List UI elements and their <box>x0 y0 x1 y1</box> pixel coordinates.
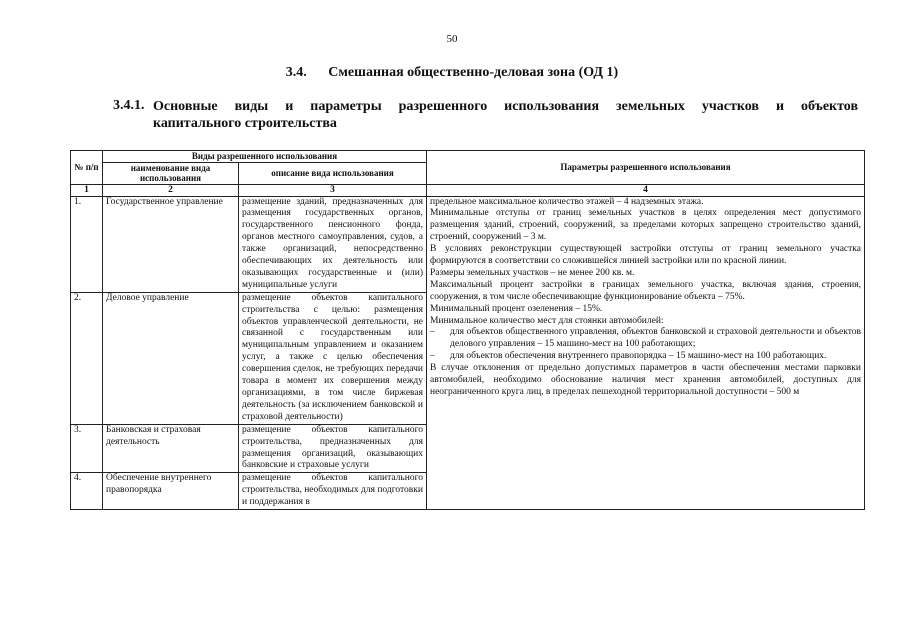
table-row <box>71 196 865 292</box>
header-description: описание вида использования <box>239 162 427 184</box>
section-number: 3.4. <box>285 65 307 80</box>
use-type-description: размещение зданий, предназначенных для размещения государственных органов, государственного пенсионного фонда, органов местного самоуправления, судов, а также организаций, непосредственно обеспечивающих их деятельность или оказывающих государственные и (или) муниципальные услуги <box>239 196 427 292</box>
row-number: 1. <box>71 196 103 292</box>
parameters-cell <box>427 196 865 510</box>
subsection-title-line2: капитального строительства <box>153 116 337 131</box>
col-number-1: 1 <box>71 184 103 196</box>
page-number: 50 <box>446 33 458 45</box>
use-type-description: размещение объектов капитального строительства, необходимых для подготовки и поддержания в <box>239 473 427 510</box>
param-floors: предельное максимальное количество этажей – 4 надземных этажа. <box>430 196 704 207</box>
row-number: 4. <box>71 473 103 510</box>
section-title-text: Смешанная общественно-деловая зона (ОД 1) <box>328 65 619 80</box>
dash-mark: – <box>430 327 435 338</box>
row-number: 3. <box>71 424 103 473</box>
param-max-coverage: Максимальный процент застройки в границах земельного участка, включая здания, строения, сооружения, в том числе обеспечивающие функционирование объекта – 75%. <box>430 279 861 302</box>
use-type-description: размещение объектов капитального строительства, предназначенных для размещения организаций, оказывающих банковские и страховые услуги <box>239 424 427 473</box>
header-no: № п/п <box>71 151 103 185</box>
header-params: Параметры разрешенного использования <box>427 151 865 185</box>
param-greening: Минимальный процент озеленения – 15%. <box>430 303 603 314</box>
col-number-4: 4 <box>427 184 865 196</box>
section-title <box>0 65 904 81</box>
dash-mark: – <box>430 351 435 362</box>
header-name: наименование вида использования <box>103 162 239 184</box>
param-parking-bullet: – для объектов обеспечения внутреннего правопорядка – 15 машино-мест на 100 работающих. <box>430 351 827 362</box>
param-parking: Минимальное количество мест для стоянки автомобилей: <box>430 315 664 326</box>
param-deviation: В случае отклонения от предельно допустимых параметров в части обеспечения местами парковки автомобилей, необходимо обоснование наличия мест хранения автомобилей, доступных для неограниченного круга лиц, в пределах пешеходной территориальной доступности – 500 м <box>430 363 861 397</box>
header-types-group: Виды разрешенного использования <box>103 151 427 163</box>
subsection-number: 3.4.1. <box>113 98 145 113</box>
use-type-name: Обеспечение внутреннего правопорядка <box>103 473 239 510</box>
row-number: 2. <box>71 292 103 424</box>
use-type-description: размещение объектов капитального строительства с целью: размещения объектов управленческой деятельности, не связанной с государственным или муниципальным управлением и оказанием услуг, а также с целью обеспечения совершения сделок, не требующих передачи товара в момент их совершения между организациями, в том числе биржевая деятельность (за исключением банковской и страховой деятельности) <box>239 292 427 424</box>
param-parking-bullet: – для объектов общественного управления, объектов банковской и страховой деятельности и объектов делового управления – 15 машино-мест на 100 работающих; <box>430 327 861 350</box>
param-reconstruction: В условиях реконструкции существующей застройки отступы от границ земельного участка формируются в соответствии со сложившейся линией застройки или по красной линии. <box>430 244 861 267</box>
subsection-title-line1: Основные виды и параметры разрешенного использования земельных участков и объектов <box>153 99 858 114</box>
use-type-name: Государственное управление <box>103 196 239 292</box>
param-setbacks: Минимальные отступы от границ земельных участков в целях определения мест допустимого размещения зданий, строений, сооружений, за пределами которых запрещено строительство зданий, строений, сооружений – 3 м. <box>430 208 861 243</box>
use-type-name: Деловое управление <box>103 292 239 424</box>
subsection-heading <box>113 98 858 132</box>
land-use-table <box>70 150 865 510</box>
use-type-name: Банковская и страховая деятельность <box>103 424 239 473</box>
col-number-2: 2 <box>103 184 239 196</box>
param-plot-size: Размеры земельных участков – не менее 200 кв. м. <box>430 267 635 278</box>
col-number-3: 3 <box>239 184 427 196</box>
